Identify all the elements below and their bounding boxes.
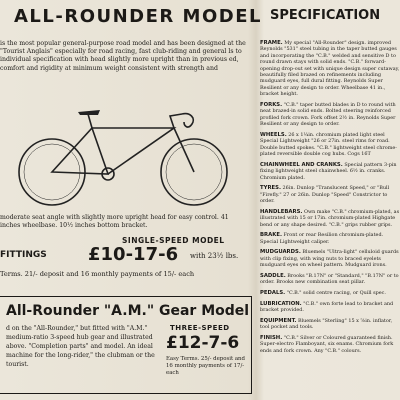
spec-label: FORKS. xyxy=(260,101,283,108)
fittings-label: FITTINGS xyxy=(0,250,47,260)
spec-tyres xyxy=(260,185,400,204)
spec-label: WHEELS. xyxy=(260,131,287,138)
three-speed-price: £12-7-6 xyxy=(166,333,240,353)
spec-label: LUBRICATION. xyxy=(260,300,302,307)
spec-text: Own make "C.B." chromium-plated, as illustrated with 15 or 17in. chromium-plated Highgate bend or any shape desired. "C.B." grips rubber grips. xyxy=(260,208,400,228)
spec-saddle xyxy=(260,273,400,286)
spec-text: "C.B." Silver or Coloured guaranteed finish. Super-electro Flamboyant, six enams. Chromium fork ends and fork crown. Any "C.B." colours. xyxy=(260,335,394,354)
spec-text: 26in. Dunlop "Translucent Speed," or "Bull "Firefly." 27 or 26in. Dunlop "Speed" Constrictor to order. xyxy=(260,185,390,205)
specification-list xyxy=(260,40,400,359)
intro-text: is the most popular general-purpose road model and has been designed at the "Tourist Anglais" especially for road racing, fast club-riding and general ls to individual specification with head slightly more upright than in previous ed, comfort and rigidity at minimum weight consistent with strength and xyxy=(0,40,246,72)
spec-label: FINISH. xyxy=(260,335,283,341)
bike-caption: moderate seat angle with slightly more upright head for easy control. 41 inches wheelbase. 10½ inches bottom bracket. xyxy=(0,214,229,230)
spec-lubrication xyxy=(260,301,400,314)
spec-text: "C.B." solid centre racing, or Quill spec. xyxy=(286,290,386,297)
spec-text: "C.B." own forte lead to bracket and bracket provided. xyxy=(260,300,394,314)
spec-label: FRAME. xyxy=(260,40,283,46)
spec-text: Bluemels "Ultra-light" celluloid guards with clip fixing, with wing nuts to braced eyelets mudguard eyes on wheel pattern. Mudguard irons. xyxy=(260,249,399,269)
spec-label: PEDALS. xyxy=(260,290,286,297)
spec-frame xyxy=(260,40,400,98)
spec-label: MUDGUARDS. xyxy=(260,249,301,256)
spec-chainwheel xyxy=(260,162,400,181)
spec-pedals xyxy=(260,290,400,296)
single-speed-weight: with 23½ lbs. xyxy=(190,252,239,260)
spec-text: "C.B." taper butted blades in D to round with neat brazed-in solid ends. Bolted steering reinforced profiled fork crown. Fork offset 2½ in. Reynolds Super Resilient or any design to order. xyxy=(260,101,396,128)
spec-equipment xyxy=(260,318,400,331)
spec-forks xyxy=(260,102,400,128)
three-speed-label: THREE-SPEED xyxy=(170,324,230,332)
spec-text: 26 x 1¼in. chromium plated light steel Special Lightweight "26 or 27in. steel rims for road. Double butted spokes. "C.B." lightweight steel chrome-plated reversible double cog hubs. Cogs 16T xyxy=(260,131,397,158)
three-speed-terms: Easy Terms. 25/- deposit and 16 monthly payments of 17/- each xyxy=(166,356,245,376)
spec-text: Bluemels "Sterling" 15 x ⅝in. inflator, tool pocket and tools. xyxy=(260,317,393,331)
page-title: ALL-ROUNDER MODEL xyxy=(14,6,262,27)
spec-label: SADDLE. xyxy=(260,272,286,279)
am-gear-text: d on the "All-Rounder," but fitted with "A.M." medium-ratio 3-speed hub gear and illustrated above. "Completion parts" and model. An ideal machine for the long-rider," the clubman or the tourist. xyxy=(6,325,155,368)
specification-heading: SPECIFICATION xyxy=(270,8,381,23)
spec-mudguards xyxy=(260,249,400,268)
spec-label: HANDLEBARS. xyxy=(260,208,303,215)
spec-handlebars xyxy=(260,209,400,228)
single-speed-terms: Terms. 21/- deposit and 16 monthly payments of 15/- each xyxy=(0,270,195,278)
bicycle-illustration xyxy=(0,88,250,208)
spec-brake xyxy=(260,232,400,245)
spec-text: Special pattern 3-pin fixing lightweight steel chainwheel. 6½ in. cranks. Chromium plated. xyxy=(260,161,397,181)
spec-label: BRAKE. xyxy=(260,232,282,239)
single-speed-price: £10-17-6 xyxy=(88,244,179,265)
spec-label: EQUIPMENT. xyxy=(260,317,297,324)
spec-label: CHAINWHEEL AND CRANKS. xyxy=(260,161,343,168)
spec-wheels xyxy=(260,132,400,158)
am-gear-title: All-Rounder "A.M." Gear Model xyxy=(6,303,250,319)
spec-text: My special "All-Rounder" design. improved Reynolds "531" steel tubing in the taper butted gauges and incorporating the "C.B." welded and sensitive D to round drawn stays with solid ends. "C.B." forward-opening drop-out set with unique design super cutaway, beautifully filed brazed on refinements including mudguard eyes, full dural fitting. Reynolds Super Resilient or any design to order. Wheelbase 41 in., bracket height. xyxy=(260,40,400,98)
single-speed-heading: SINGLE-SPEED MODEL xyxy=(122,236,225,245)
spec-label: TYRES. xyxy=(260,185,281,192)
spec-text: Brooks "B.17N" or "Standard," "B.17N" or to order. Brooks new combination seat pillar. xyxy=(260,272,399,286)
spec-finish xyxy=(260,335,400,354)
spec-text: Front or rear Resilion chromium-plated. Special Lightweight caliper. xyxy=(260,232,384,245)
